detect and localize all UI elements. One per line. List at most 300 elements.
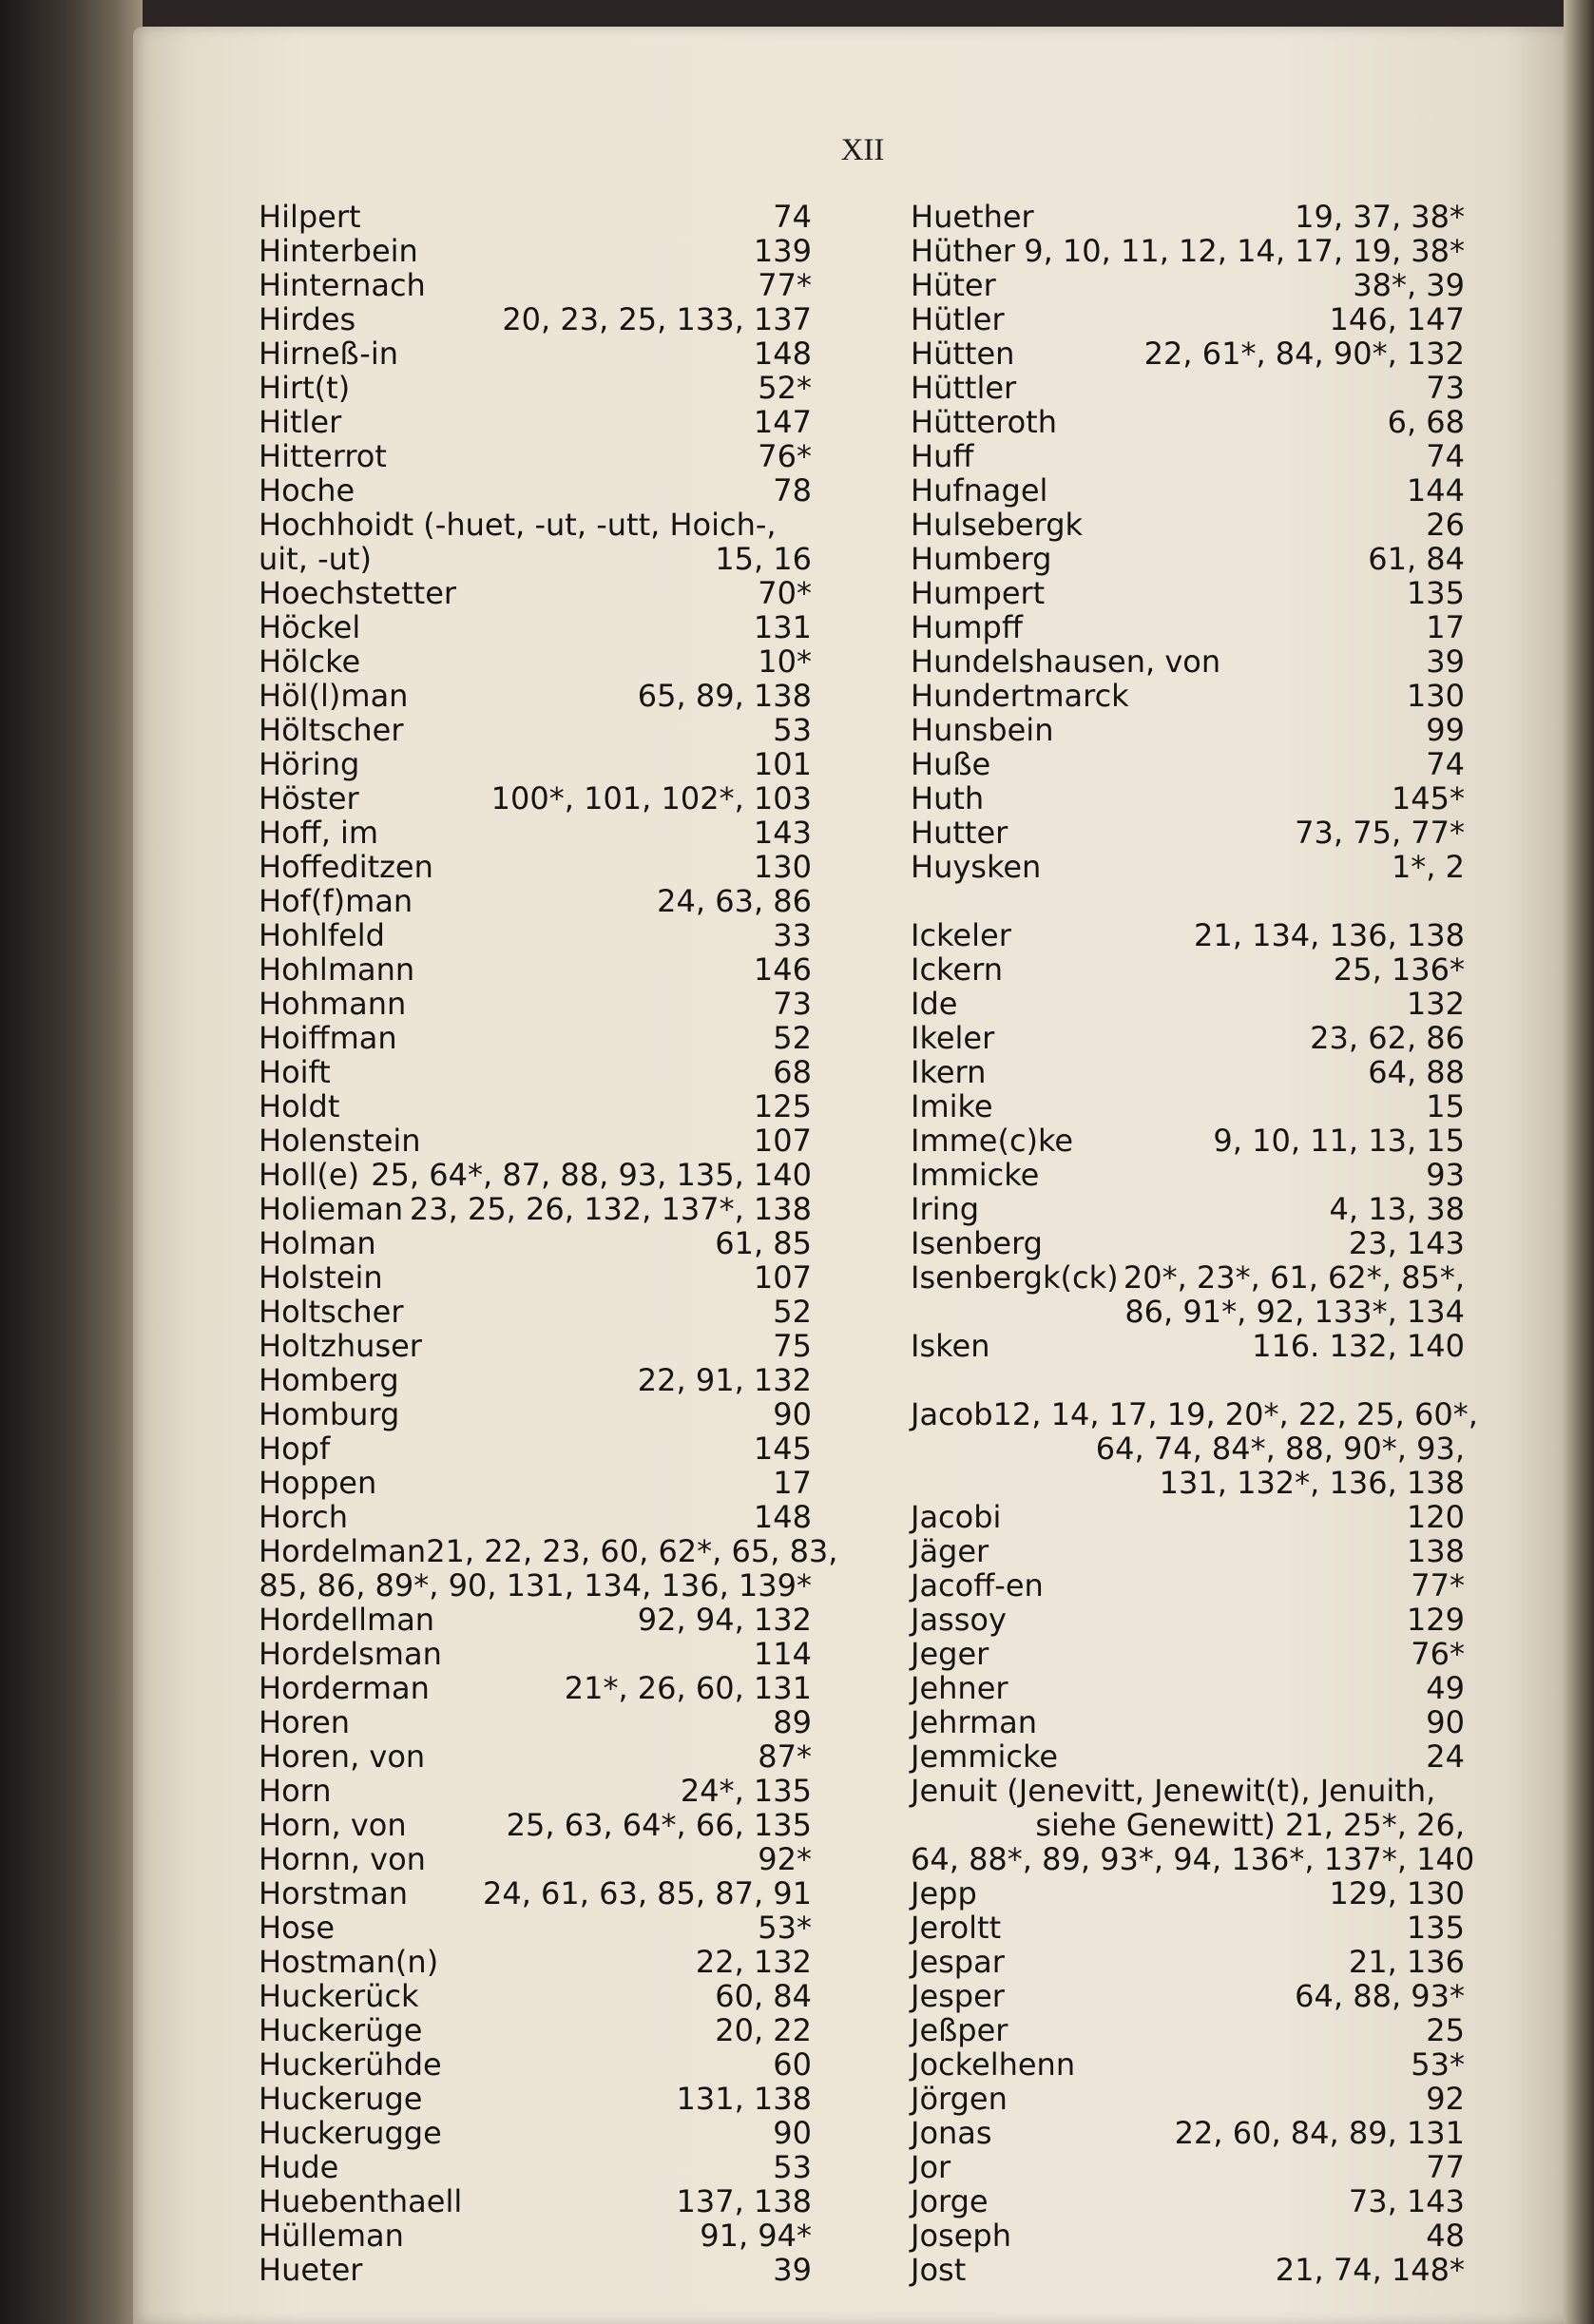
index-entry xyxy=(911,508,1465,542)
entry-pages: 101 xyxy=(753,746,812,782)
entry-name: Hitterrot xyxy=(259,438,387,474)
entry-name: Homburg xyxy=(259,1396,400,1432)
entry-name: Huße xyxy=(911,746,991,782)
entry-name: Hof(f)man xyxy=(259,883,413,919)
index-entry xyxy=(259,747,812,781)
entry-pages: 90 xyxy=(773,2115,812,2151)
entry-pages: 74 xyxy=(773,199,812,235)
index-entry xyxy=(259,816,812,850)
entry-pages: 12, 14, 17, 19, 20*, 22, 25, 60*, xyxy=(992,1396,1478,1432)
entry-name: Jehner xyxy=(911,1670,1008,1706)
book-spine-shadow xyxy=(0,0,143,2324)
entry-name: Hufnagel xyxy=(911,472,1048,509)
entry-name: Huether xyxy=(911,199,1034,235)
index-entry xyxy=(911,747,1465,781)
entry-pages: 20, 23, 25, 133, 137 xyxy=(502,301,812,337)
entry-name: Höltscher xyxy=(259,712,404,748)
entry-name: Hinternach xyxy=(259,267,426,303)
entry-pages: 64, 88*, 89, 93*, 94, 136*, 137*, 140 xyxy=(911,1841,1475,1877)
entry-name: Hohmann xyxy=(259,986,407,1022)
entry-name: Hoppen xyxy=(259,1465,377,1501)
entry-pages: 24, 61, 63, 85, 87, 91 xyxy=(482,1875,812,1911)
index-entry xyxy=(259,1568,812,1603)
index-entry xyxy=(911,1329,1465,1363)
entry-pages: 33 xyxy=(773,917,812,953)
index-entry xyxy=(259,2218,812,2253)
entry-name: Höring xyxy=(259,746,360,782)
index-entry xyxy=(911,713,1465,747)
entry-name: Jonas xyxy=(911,2115,992,2151)
entry-pages: 148 xyxy=(753,1499,812,1535)
entry-pages: 53 xyxy=(773,712,812,748)
entry-pages: 74 xyxy=(1426,438,1465,474)
entry-name: Hütler xyxy=(911,301,1005,337)
entry-name: Hulsebergk xyxy=(911,507,1084,543)
index-entry xyxy=(911,1911,1465,1945)
entry-pages: 73 xyxy=(773,986,812,1022)
entry-name: Isenbergk(ck) xyxy=(911,1259,1119,1296)
index-entry xyxy=(259,1295,812,1329)
entry-name: Ikeler xyxy=(911,1020,995,1056)
index-column-right xyxy=(911,199,1478,2288)
entry-pages: 70* xyxy=(758,575,812,611)
letter-section-gap xyxy=(911,1363,1465,1397)
entry-name: Hoche xyxy=(259,472,355,509)
index-entry xyxy=(911,1808,1465,1842)
entry-pages: 92 xyxy=(1426,2081,1465,2117)
entry-pages: 90 xyxy=(773,1396,812,1432)
entry-pages: 52 xyxy=(773,1294,812,1330)
index-entry xyxy=(259,439,812,473)
entry-pages: 129 xyxy=(1406,1602,1465,1638)
entry-name: Jeger xyxy=(911,1636,989,1672)
index-entry xyxy=(259,1226,812,1260)
index-entry xyxy=(259,405,812,439)
entry-pages: 10* xyxy=(758,643,812,680)
entry-name: Hilpert xyxy=(259,199,361,235)
index-entry xyxy=(911,1568,1465,1603)
entry-pages: 15, 16 xyxy=(715,541,812,577)
entry-name: Joseph xyxy=(911,2218,1011,2254)
entry-name: Jenuit (Jenevitt, Jenewit(t), Jenuith, xyxy=(911,1773,1436,1809)
entry-pages: 91, 94* xyxy=(700,2218,812,2254)
index-entry xyxy=(911,1500,1465,1534)
entry-pages: 68 xyxy=(773,1054,812,1090)
entry-name: Jespar xyxy=(911,1944,1005,1980)
entry-name: Isken xyxy=(911,1328,990,1364)
entry-pages: 131, 138 xyxy=(676,2081,812,2117)
entry-name: Jepp xyxy=(911,1875,977,1911)
index-entry xyxy=(911,1260,1465,1295)
index-entry xyxy=(911,2150,1465,2184)
index-entry xyxy=(259,1637,812,1671)
entry-pages: 77 xyxy=(1426,2149,1465,2185)
entry-pages: 1*, 2 xyxy=(1391,849,1465,885)
entry-pages: 6, 68 xyxy=(1387,404,1465,440)
index-entry xyxy=(259,884,812,918)
entry-name: Hordelman xyxy=(259,1533,427,1569)
entry-name: Imme(c)ke xyxy=(911,1123,1074,1159)
entry-pages: 4, 13, 38 xyxy=(1329,1191,1465,1227)
entry-pages: 131 xyxy=(753,609,812,645)
entry-pages: 20, 22 xyxy=(715,2012,812,2048)
index-entry xyxy=(259,1945,812,1979)
entry-name: Hüter xyxy=(911,267,996,303)
entry-name: Holdt xyxy=(259,1088,340,1124)
entry-name: Jockelhenn xyxy=(911,2046,1076,2083)
entry-name: Iring xyxy=(911,1191,980,1227)
entry-name: Höster xyxy=(259,780,359,816)
entry-pages: 114 xyxy=(753,1636,812,1672)
index-entry xyxy=(911,439,1465,473)
entry-name: Horstman xyxy=(259,1875,409,1911)
index-entry xyxy=(259,987,812,1021)
entry-name: Hinterbein xyxy=(259,233,418,269)
entry-name: Humberg xyxy=(911,541,1052,577)
entry-name: Huckerühde xyxy=(259,2046,442,2083)
entry-pages: 74 xyxy=(1426,746,1465,782)
entry-pages: 48 xyxy=(1426,2218,1465,2254)
entry-pages: 132 xyxy=(1406,986,1465,1022)
entry-name: Hohlfeld xyxy=(259,917,385,953)
index-entry xyxy=(259,473,812,508)
index-entry xyxy=(911,1021,1465,1055)
entry-pages: 39 xyxy=(1426,643,1465,680)
index-entry xyxy=(259,2253,812,2287)
entry-pages: 60, 84 xyxy=(715,1978,812,2014)
index-entry xyxy=(911,1124,1465,1158)
entry-name: Hüttler xyxy=(911,370,1017,406)
entry-pages: 22, 132 xyxy=(695,1944,812,1980)
index-entry xyxy=(911,610,1465,644)
index-entry xyxy=(259,1466,812,1500)
entry-pages: 130 xyxy=(1406,678,1465,714)
index-entry xyxy=(259,200,812,234)
entry-name: Jeroltt xyxy=(911,1910,1002,1946)
entry-name: Hose xyxy=(259,1910,335,1946)
index-entry xyxy=(259,1705,812,1739)
entry-pages: 76* xyxy=(1411,1636,1465,1672)
page-number: XII xyxy=(840,133,885,167)
index-entry xyxy=(259,1876,812,1911)
index-column-left xyxy=(259,199,838,2288)
entry-name: Holtscher xyxy=(259,1294,404,1330)
index-entry xyxy=(259,1089,812,1124)
index-entry xyxy=(911,2047,1465,2082)
entry-pages: 73, 75, 77* xyxy=(1295,815,1465,851)
index-entry xyxy=(259,952,812,987)
entry-name: Isenberg xyxy=(911,1225,1043,1261)
entry-pages: 20*, 23*, 61, 62*, 85*, xyxy=(1123,1259,1465,1296)
entry-name: Horn xyxy=(259,1773,332,1809)
entry-name: Hopf xyxy=(259,1431,331,1467)
entry-name: Hoff, im xyxy=(259,815,379,851)
index-entry xyxy=(911,200,1465,234)
entry-name: Hochhoidt (-huet, -ut, -utt, Hoich-, xyxy=(259,507,777,543)
index-entry xyxy=(911,1295,1465,1329)
entry-pages: 61, 84 xyxy=(1368,541,1465,577)
entry-name: Jacoff-en xyxy=(911,1567,1044,1604)
entry-pages: 64, 74, 84*, 88, 90*, 93, xyxy=(1095,1431,1465,1467)
entry-name: Huckerüge xyxy=(259,2012,423,2048)
entry-pages: 99 xyxy=(1426,712,1465,748)
entry-pages: 135 xyxy=(1406,1910,1465,1946)
index-entry xyxy=(259,713,812,747)
entry-pages: 52 xyxy=(773,1020,812,1056)
entry-name: Hunsbein xyxy=(911,712,1054,748)
entry-pages: 138 xyxy=(1406,1533,1465,1569)
index-entry xyxy=(259,2116,812,2150)
index-entry xyxy=(911,1979,1465,2013)
entry-pages: 24*, 135 xyxy=(680,1773,812,1809)
entry-name: Jacobi xyxy=(911,1499,1002,1535)
entry-pages: 23, 25, 26, 132, 137*, 138 xyxy=(409,1191,812,1227)
index-entry xyxy=(259,1260,812,1295)
entry-pages: 15 xyxy=(1426,1088,1465,1124)
entry-name: Höckel xyxy=(259,609,361,645)
index-entry xyxy=(259,371,812,405)
entry-name: Hordellman xyxy=(259,1602,435,1638)
entry-pages: 64, 88 xyxy=(1368,1054,1465,1090)
index-entry xyxy=(259,1500,812,1534)
index-entry xyxy=(911,2253,1465,2287)
entry-name: Jesper xyxy=(911,1978,1005,2014)
entry-pages: 147 xyxy=(753,404,812,440)
index-entry xyxy=(259,610,812,644)
index-entry xyxy=(259,542,812,576)
entry-name: Immicke xyxy=(911,1157,1040,1193)
entry-name: Hitler xyxy=(259,404,342,440)
index-entry xyxy=(911,1089,1465,1124)
index-entry xyxy=(259,1363,812,1397)
entry-name: Ide xyxy=(911,986,958,1022)
entry-pages: 73 xyxy=(1426,370,1465,406)
index-entry xyxy=(911,644,1465,679)
entry-name: Hordelsman xyxy=(259,1636,442,1672)
entry-name: Jassoy xyxy=(911,1602,1007,1638)
index-entry xyxy=(259,644,812,679)
entry-pages: 148 xyxy=(753,336,812,372)
entry-name: Homberg xyxy=(259,1362,399,1398)
index-entry xyxy=(259,1124,812,1158)
index-entry xyxy=(911,234,1465,268)
entry-name: Holl(e) xyxy=(259,1157,360,1193)
entry-name: Hundertmarck xyxy=(911,678,1129,714)
entry-pages: 22, 60, 84, 89, 131 xyxy=(1174,2115,1465,2151)
entry-pages: 100*, 101, 102*, 103 xyxy=(490,780,812,816)
index-entry xyxy=(259,1533,838,1569)
index-entry xyxy=(911,1774,1465,1808)
entry-pages: 87* xyxy=(758,1738,812,1775)
entry-pages: 25, 64*, 87, 88, 93, 135, 140 xyxy=(371,1157,812,1193)
index-entry xyxy=(259,850,812,884)
entry-name: Huth xyxy=(911,780,985,816)
index-entry xyxy=(259,1911,812,1945)
index-entry xyxy=(911,1705,1465,1739)
entry-name: Holman xyxy=(259,1225,376,1261)
index-entry xyxy=(911,1876,1465,1911)
entry-pages: 21, 74, 148* xyxy=(1275,2252,1465,2288)
index-entry xyxy=(911,268,1465,302)
entry-pages: 131, 132*, 136, 138 xyxy=(1159,1465,1465,1501)
entry-pages: 107 xyxy=(753,1259,812,1296)
index-entry xyxy=(911,1945,1465,1979)
entry-name: Jacob xyxy=(911,1396,993,1432)
entry-name: Jäger xyxy=(911,1533,989,1569)
index-entry xyxy=(911,473,1465,508)
entry-pages: 86, 91*, 92, 133*, 134 xyxy=(1124,1294,1465,1330)
entry-name: Hüther xyxy=(911,233,1016,269)
index-entry xyxy=(911,1739,1465,1774)
index-entry xyxy=(911,2116,1465,2150)
index-entry xyxy=(911,1396,1478,1432)
index-entry xyxy=(259,1603,812,1637)
entry-name: Hoffeditzen xyxy=(259,849,433,885)
index-entry xyxy=(259,234,812,268)
entry-name: Hohlmann xyxy=(259,951,415,988)
entry-name: Huckerugge xyxy=(259,2115,442,2151)
index-entry xyxy=(259,918,812,952)
index-entry xyxy=(911,576,1465,610)
index-entry xyxy=(259,336,812,371)
index-entry xyxy=(911,2013,1465,2047)
entry-pages: 130 xyxy=(753,849,812,885)
index-entry xyxy=(911,1637,1465,1671)
entry-pages: 22, 61*, 84, 90*, 132 xyxy=(1143,336,1465,372)
entry-pages: 9, 10, 11, 13, 15 xyxy=(1213,1123,1465,1159)
index-entry xyxy=(911,2184,1465,2218)
entry-name: Hoift xyxy=(259,1054,331,1090)
index-entry xyxy=(911,405,1465,439)
entry-name: Hueter xyxy=(259,2252,363,2288)
entry-pages: 64, 88, 93* xyxy=(1295,1978,1465,2014)
entry-pages: 107 xyxy=(753,1123,812,1159)
index-entry xyxy=(911,2082,1465,2116)
index-entry xyxy=(259,1842,812,1876)
entry-name: Hütteroth xyxy=(911,404,1057,440)
index-entry xyxy=(259,2082,812,2116)
entry-pages: 92, 94, 132 xyxy=(637,1602,812,1638)
index-entry xyxy=(911,1055,1465,1089)
entry-name: Horch xyxy=(259,1499,348,1535)
entry-pages: 85, 86, 89*, 90, 131, 134, 136, 139* xyxy=(259,1567,812,1604)
page-edge-shadow xyxy=(1564,0,1594,2324)
entry-pages: 144 xyxy=(1406,472,1465,509)
index-entry xyxy=(259,1192,812,1226)
index-entry xyxy=(911,1226,1465,1260)
index-entry xyxy=(911,302,1465,336)
entry-pages: 21, 136 xyxy=(1348,1944,1465,1980)
entry-name: Holenstein xyxy=(259,1123,421,1159)
index-entry xyxy=(259,2047,812,2082)
entry-pages: 53* xyxy=(758,1910,812,1946)
entry-name: Humpff xyxy=(911,609,1023,645)
index-entry xyxy=(259,781,812,816)
entry-name: Ickern xyxy=(911,951,1003,988)
entry-pages: 49 xyxy=(1426,1670,1465,1706)
entry-pages: 23, 143 xyxy=(1348,1225,1465,1261)
entry-name: Huebenthaell xyxy=(259,2183,463,2219)
entry-name: Ikern xyxy=(911,1054,987,1090)
entry-name: Jörgen xyxy=(911,2081,1008,2117)
entry-name: Huysken xyxy=(911,849,1042,885)
letter-section-gap xyxy=(911,884,1465,918)
index-entry xyxy=(259,1739,812,1774)
entry-pages: 53 xyxy=(773,2149,812,2185)
entry-name: Horen xyxy=(259,1704,351,1740)
index-entry xyxy=(911,2218,1465,2253)
entry-pages: 38*, 39 xyxy=(1353,267,1465,303)
entry-name: Hirneß-in xyxy=(259,336,398,372)
entry-pages: 17 xyxy=(773,1465,812,1501)
index-entry xyxy=(259,1397,812,1431)
entry-name: Jeßper xyxy=(911,2012,1008,2048)
entry-pages: siehe Genewitt) 21, 25*, 26, xyxy=(1035,1807,1465,1843)
index-entry xyxy=(259,1979,812,2013)
index-entry xyxy=(259,576,812,610)
entry-name: Jorge xyxy=(911,2183,989,2219)
entry-name: Holtzhuser xyxy=(259,1328,422,1364)
entry-name: Huff xyxy=(911,438,974,474)
entry-pages: 146, 147 xyxy=(1329,301,1465,337)
entry-pages: 25 xyxy=(1426,2012,1465,2048)
entry-pages: 53* xyxy=(1411,2046,1465,2083)
index-entry xyxy=(911,1603,1465,1637)
index-entry xyxy=(259,1431,812,1466)
entry-pages: 24 xyxy=(1426,1738,1465,1775)
entry-name: Horderman xyxy=(259,1670,430,1706)
index-entry xyxy=(259,1329,812,1363)
entry-pages: 23, 62, 86 xyxy=(1310,1020,1465,1056)
index-entry xyxy=(911,679,1465,713)
index-entry xyxy=(911,1466,1465,1500)
index-entry xyxy=(911,1534,1465,1568)
index-entry xyxy=(911,371,1465,405)
entry-pages: 25, 136* xyxy=(1333,951,1465,988)
entry-pages: 9, 10, 11, 12, 14, 17, 19, 38* xyxy=(1024,233,1465,269)
entry-name: Holieman xyxy=(259,1191,404,1227)
entry-pages: 61, 85 xyxy=(715,1225,812,1261)
entry-name: uit, -ut) xyxy=(259,541,372,577)
entry-pages: 145 xyxy=(753,1431,812,1467)
entry-pages: 77* xyxy=(758,267,812,303)
entry-pages: 25, 63, 64*, 66, 135 xyxy=(506,1807,812,1843)
index-entry xyxy=(259,1158,812,1192)
entry-pages: 120 xyxy=(1406,1499,1465,1535)
entry-name: Hoiffman xyxy=(259,1020,397,1056)
entry-pages: 92* xyxy=(758,1841,812,1877)
entry-pages: 39 xyxy=(773,2252,812,2288)
entry-name: Horen, von xyxy=(259,1738,426,1775)
entry-name: Huckeruge xyxy=(259,2081,423,2117)
entry-name: Hütten xyxy=(911,336,1015,372)
index-entry xyxy=(911,781,1465,816)
entry-pages: 21, 134, 136, 138 xyxy=(1194,917,1465,953)
entry-pages: 76* xyxy=(758,438,812,474)
entry-pages: 139 xyxy=(753,233,812,269)
index-entry xyxy=(911,1841,1475,1877)
entry-pages: 78 xyxy=(773,472,812,509)
index-entry xyxy=(911,952,1465,987)
entry-name: Hölcke xyxy=(259,643,361,680)
entry-name: Jehrman xyxy=(911,1704,1038,1740)
index-entry xyxy=(259,508,812,542)
index-entry xyxy=(911,1158,1465,1192)
index-entry xyxy=(259,1774,812,1808)
index-entry xyxy=(259,679,812,713)
index-entry xyxy=(911,542,1465,576)
index-entry xyxy=(911,336,1465,371)
